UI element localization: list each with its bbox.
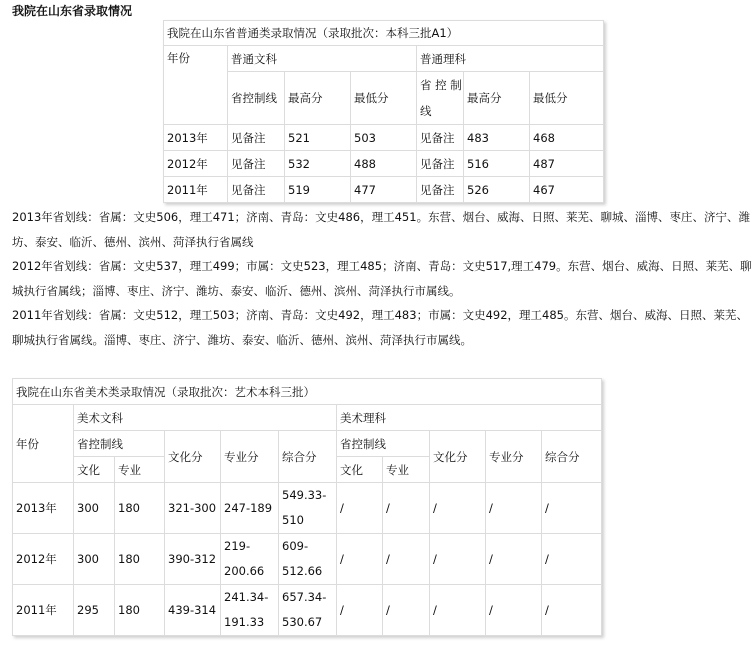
art-admission-table: [12, 378, 602, 636]
table-cell: /: [542, 534, 602, 585]
table-cell: 2012年: [164, 151, 228, 177]
table-cell: /: [337, 483, 383, 534]
table-cell: 519: [285, 177, 351, 203]
table-cell: 见备注: [228, 125, 285, 151]
table-cell: 295: [74, 585, 115, 636]
table-cell: 241.34-191.33: [221, 585, 279, 636]
table-cell: /: [542, 585, 602, 636]
table-cell: /: [337, 534, 383, 585]
column-header: 综合分: [279, 431, 337, 483]
table-cell: 见备注: [417, 125, 464, 151]
table-cell: /: [383, 534, 430, 585]
column-header: 文化分: [165, 431, 221, 483]
column-header: 文化: [74, 457, 115, 483]
column-header: 最高分: [464, 72, 530, 125]
page-title: 我院在山东省录取情况: [12, 4, 133, 18]
column-header: 文化: [337, 457, 383, 483]
table-cell: 见备注: [228, 177, 285, 203]
column-header: 专业分: [486, 431, 542, 483]
table-cell: /: [383, 483, 430, 534]
table-cell: 487: [530, 151, 604, 177]
table-cell: 2012年: [13, 534, 74, 585]
table-row: [164, 177, 604, 203]
table-cell: 467: [530, 177, 604, 203]
table-cell: 180: [115, 483, 165, 534]
table-cell: 300: [74, 483, 115, 534]
table-cell: /: [430, 483, 486, 534]
table-cell: 219-200.66: [221, 534, 279, 585]
table-cell: /: [383, 585, 430, 636]
table-cell: 521: [285, 125, 351, 151]
table-caption: 我院在山东省普通类录取情况（录取批次：本科三批A1）: [164, 21, 604, 46]
note-2013: 2013年省划线：省属：文史506，理工471；济南、青岛：文史486，理工451。东营、烟台、威海、日照、莱芜、聊城、淄博、枣庄、济宁、潍坊、泰安、临沂、德州、滨州、菏泽执行省属线: [12, 210, 751, 249]
table-cell: /: [486, 534, 542, 585]
column-header: 省 控 制 线: [417, 72, 464, 125]
table-cell: 657.34-530.67: [279, 585, 337, 636]
table-cell: 180: [115, 534, 165, 585]
table-cell: 180: [115, 585, 165, 636]
column-header: 专业分: [221, 431, 279, 483]
table-row: [13, 534, 602, 585]
group-header-li: 美术理科: [337, 405, 602, 431]
table-cell: 516: [464, 151, 530, 177]
column-header: 最高分: [285, 72, 351, 125]
table-row: [164, 151, 604, 177]
table-cell: 2011年: [13, 585, 74, 636]
table-cell: 488: [351, 151, 417, 177]
note-2011: 2011年省划线：省属：文史512，理工503；济南、青岛：文史492，理工483；市属：文史492，理工485。东营、烟台、威海、日照、莱芜、聊城执行省属线。淄博、枣庄、济宁、潍坊、泰安、临沂、德州、滨州、菏泽执行市属线。: [12, 308, 748, 347]
year-header: 年份: [164, 46, 228, 125]
table-row: [164, 125, 604, 151]
table-cell: /: [430, 534, 486, 585]
table-cell: 2011年: [164, 177, 228, 203]
regular-admission-table: [163, 20, 604, 203]
column-header: 省控制线: [228, 72, 285, 125]
table-cell: 503: [351, 125, 417, 151]
table-caption: 我院在山东省美术类录取情况（录取批次：艺术本科三批）: [13, 379, 602, 405]
group-header-li: 普通理科: [417, 46, 604, 72]
table-cell: 见备注: [417, 151, 464, 177]
table-cell: 609-512.66: [279, 534, 337, 585]
year-header: 年份: [13, 405, 74, 483]
table-cell: 300: [74, 534, 115, 585]
table-cell: /: [430, 585, 486, 636]
table-cell: /: [337, 585, 383, 636]
column-header: 最低分: [351, 72, 417, 125]
table-row: [13, 585, 602, 636]
table-cell: 见备注: [417, 177, 464, 203]
table-cell: 247-189: [221, 483, 279, 534]
column-header: 综合分: [542, 431, 602, 483]
table-cell: /: [542, 483, 602, 534]
control-line-header: 省控制线: [74, 431, 165, 457]
group-header-wen: 美术文科: [74, 405, 337, 431]
table-cell: 526: [464, 177, 530, 203]
table-cell: 549.33-510: [279, 483, 337, 534]
table-cell: 532: [285, 151, 351, 177]
table-cell: 468: [530, 125, 604, 151]
table-cell: 477: [351, 177, 417, 203]
table-cell: 见备注: [228, 151, 285, 177]
table-cell: 2013年: [13, 483, 74, 534]
control-line-header: 省控制线: [337, 431, 430, 457]
table-cell: 2013年: [164, 125, 228, 151]
note-2012: 2012年省划线：省属：文史537，理工499；市属：文史523，理工485；济南、青岛：文史517,理工479。东营、烟台、威海、日照、莱芜、聊城执行省属线；淄博、枣庄、济宁、潍坊、泰安、临沂、德州、滨州、菏泽执行市属线。: [12, 259, 752, 298]
table-cell: 321-300: [165, 483, 221, 534]
column-header: 文化分: [430, 431, 486, 483]
group-header-wen: 普通文科: [228, 46, 417, 72]
table-cell: 390-312: [165, 534, 221, 585]
table-cell: 483: [464, 125, 530, 151]
column-header: 专业: [115, 457, 165, 483]
column-header: 最低分: [530, 72, 604, 125]
table-cell: 439-314: [165, 585, 221, 636]
table-cell: /: [486, 585, 542, 636]
cutoff-notes: [12, 205, 754, 352]
column-header: 专业: [383, 457, 430, 483]
table-cell: /: [486, 483, 542, 534]
table-row: [13, 483, 602, 534]
